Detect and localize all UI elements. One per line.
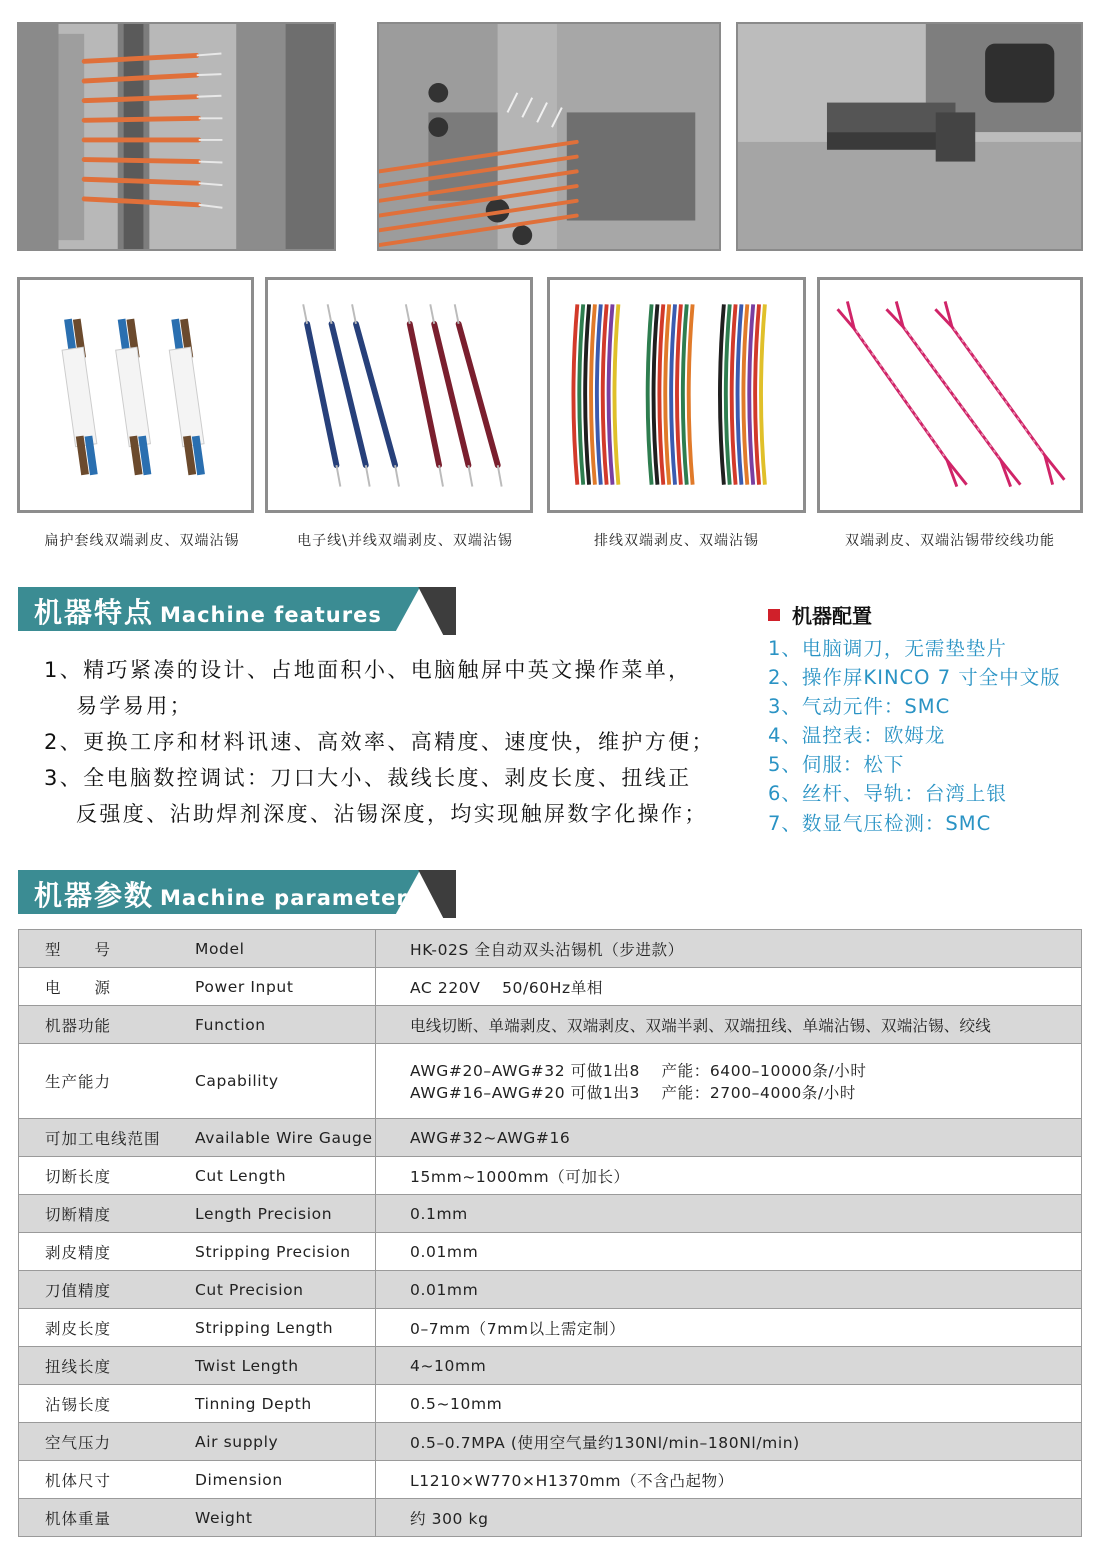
feature-item-1: 1、精巧紧凑的设计、占地面积小、电脑触屏中英文操作菜单， <box>44 658 692 682</box>
capability-line-1: AWG#20–AWG#32 可做1出8 产能：6400–10000条/小时 <box>410 1062 867 1080</box>
param-name-zh: 剥皮精度 <box>19 1233 186 1271</box>
feature-item-1-cont: 易学易用； <box>76 694 193 718</box>
sample-ribbon-cable <box>547 277 806 513</box>
param-name-zh: 生产能力 <box>19 1044 186 1119</box>
param-name-zh: 电 源 <box>19 968 186 1006</box>
config-item-2: 2、操作屏KINCO 7 寸全中文版 <box>768 666 1061 689</box>
param-value: 约 300 kg <box>376 1499 1082 1537</box>
param-name-en: Twist Length <box>185 1347 376 1385</box>
table-row <box>19 1461 1082 1499</box>
sample-twisted-wire <box>817 277 1083 513</box>
config-title: 机器配置 <box>768 600 872 629</box>
caption-electronic-wire: 电子线\并线双端剥皮、双端沾锡 <box>297 533 513 549</box>
config-item-6: 6、丝杆、导轨：台湾上银 <box>768 782 1007 805</box>
param-value: AWG#32~AWG#16 <box>376 1119 1082 1157</box>
config-item-3: 3、气动元件：SMC <box>768 695 951 718</box>
table-row <box>19 1499 1082 1537</box>
table-row <box>19 1423 1082 1461</box>
param-name-zh: 刀值精度 <box>19 1271 186 1309</box>
table-row <box>19 1271 1082 1309</box>
machine-photo-clamp <box>17 22 336 251</box>
table-row <box>19 1157 1082 1195</box>
param-name-en: Stripping Precision <box>185 1233 376 1271</box>
caption-twisted-wire: 双端剥皮、双端沾锡带绞线功能 <box>845 533 1055 549</box>
param-name-zh: 空气压力 <box>19 1423 186 1461</box>
param-name-en: Model <box>185 930 376 968</box>
param-name-en: Weight <box>185 1499 376 1537</box>
param-name-en: Length Precision <box>185 1195 376 1233</box>
params-title-zh: 机器参数 <box>34 879 155 912</box>
param-value: HK-02S 全自动双头沾锡机（步进款） <box>376 930 1082 968</box>
param-name-en: Tinning Depth <box>185 1385 376 1423</box>
features-title-zh: 机器特点 <box>34 596 155 629</box>
param-value: 0.5–0.7MPA (使用空气量约130Nl/min–180Nl/min) <box>376 1423 1082 1461</box>
param-name-zh: 切断精度 <box>19 1195 186 1233</box>
config-item-4: 4、温控表：欧姆龙 <box>768 724 946 747</box>
table-row <box>19 1195 1082 1233</box>
param-name-zh: 沾锡长度 <box>19 1385 186 1423</box>
param-name-zh: 可加工电线范围 <box>19 1119 186 1157</box>
capability-line-2: AWG#16–AWG#20 可做1出3 产能：2700–4000条/小时 <box>410 1084 856 1102</box>
config-item-7: 7、数显气压检测：SMC <box>768 812 992 835</box>
table-row <box>19 968 1082 1006</box>
table-row <box>19 1385 1082 1423</box>
param-name-en: Available Wire Gauge <box>185 1119 376 1157</box>
caption-flat-jacket: 扁护套线双端剥皮、双端沾锡 <box>44 533 240 549</box>
machine-photo-stripper <box>377 22 721 251</box>
param-value: 0.5~10mm <box>376 1385 1082 1423</box>
param-name-en: Stripping Length <box>185 1309 376 1347</box>
param-name-zh: 型 号 <box>19 930 186 968</box>
param-value: 0.01mm <box>376 1271 1082 1309</box>
param-value: 0.01mm <box>376 1233 1082 1271</box>
table-row <box>19 1119 1082 1157</box>
table-row <box>19 930 1082 968</box>
param-value <box>376 1044 1082 1119</box>
param-name-en: Cut Precision <box>185 1271 376 1309</box>
param-value: 15mm~1000mm（可加长） <box>376 1157 1082 1195</box>
param-name-en: Capability <box>185 1044 376 1119</box>
red-square-icon <box>768 609 780 621</box>
param-name-en: Power Input <box>185 968 376 1006</box>
param-name-zh: 机体重量 <box>19 1499 186 1537</box>
param-name-en: Air supply <box>185 1423 376 1461</box>
param-value: 电线切断、单端剥皮、双端剥皮、双端半剥、双端扭线、单端沾锡、双端沾锡、绞线 <box>376 1006 1082 1044</box>
param-name-zh: 机体尺寸 <box>19 1461 186 1499</box>
config-item-5: 5、伺服：松下 <box>768 753 905 776</box>
params-title-en: Machine parameters <box>160 886 422 910</box>
config-item-1: 1、电脑调刀，无需垫垫片 <box>768 637 1007 660</box>
table-row <box>19 1309 1082 1347</box>
param-value: L1210×W770×H1370mm（不含凸起物） <box>376 1461 1082 1499</box>
sample-flat-jacket-wire <box>17 277 254 513</box>
param-value: 0.1mm <box>376 1195 1082 1233</box>
param-name-en: Dimension <box>185 1461 376 1499</box>
param-name-zh: 切断长度 <box>19 1157 186 1195</box>
machine-photo-gripper <box>736 22 1083 251</box>
param-value: 0–7mm（7mm以上需定制） <box>376 1309 1082 1347</box>
feature-item-3-cont: 反强度、沾助焊剂深度、沾锡深度，均实现触屏数字化操作； <box>76 802 708 826</box>
table-row <box>19 1233 1082 1271</box>
param-name-en: Cut Length <box>185 1157 376 1195</box>
params-table <box>18 929 1082 1537</box>
sample-electronic-wire <box>265 277 533 513</box>
param-value: AC 220V 50/60Hz单相 <box>376 968 1082 1006</box>
param-name-zh: 扭线长度 <box>19 1347 186 1385</box>
caption-ribbon-cable: 排线双端剥皮、双端沾锡 <box>594 533 759 549</box>
table-row <box>19 1347 1082 1385</box>
param-name-zh: 剥皮长度 <box>19 1309 186 1347</box>
param-value: 4~10mm <box>376 1347 1082 1385</box>
feature-item-3: 3、全电脑数控调试：刀口大小、裁线长度、剥皮长度、扭线正 <box>44 766 692 790</box>
features-title-en: Machine features <box>160 603 382 627</box>
param-name-en: Function <box>185 1006 376 1044</box>
param-name-zh: 机器功能 <box>19 1006 186 1044</box>
table-row <box>19 1006 1082 1044</box>
table-row <box>19 1044 1082 1119</box>
feature-item-2: 2、更换工序和材料讯速、高效率、高精度、速度快，维护方便； <box>44 730 715 754</box>
